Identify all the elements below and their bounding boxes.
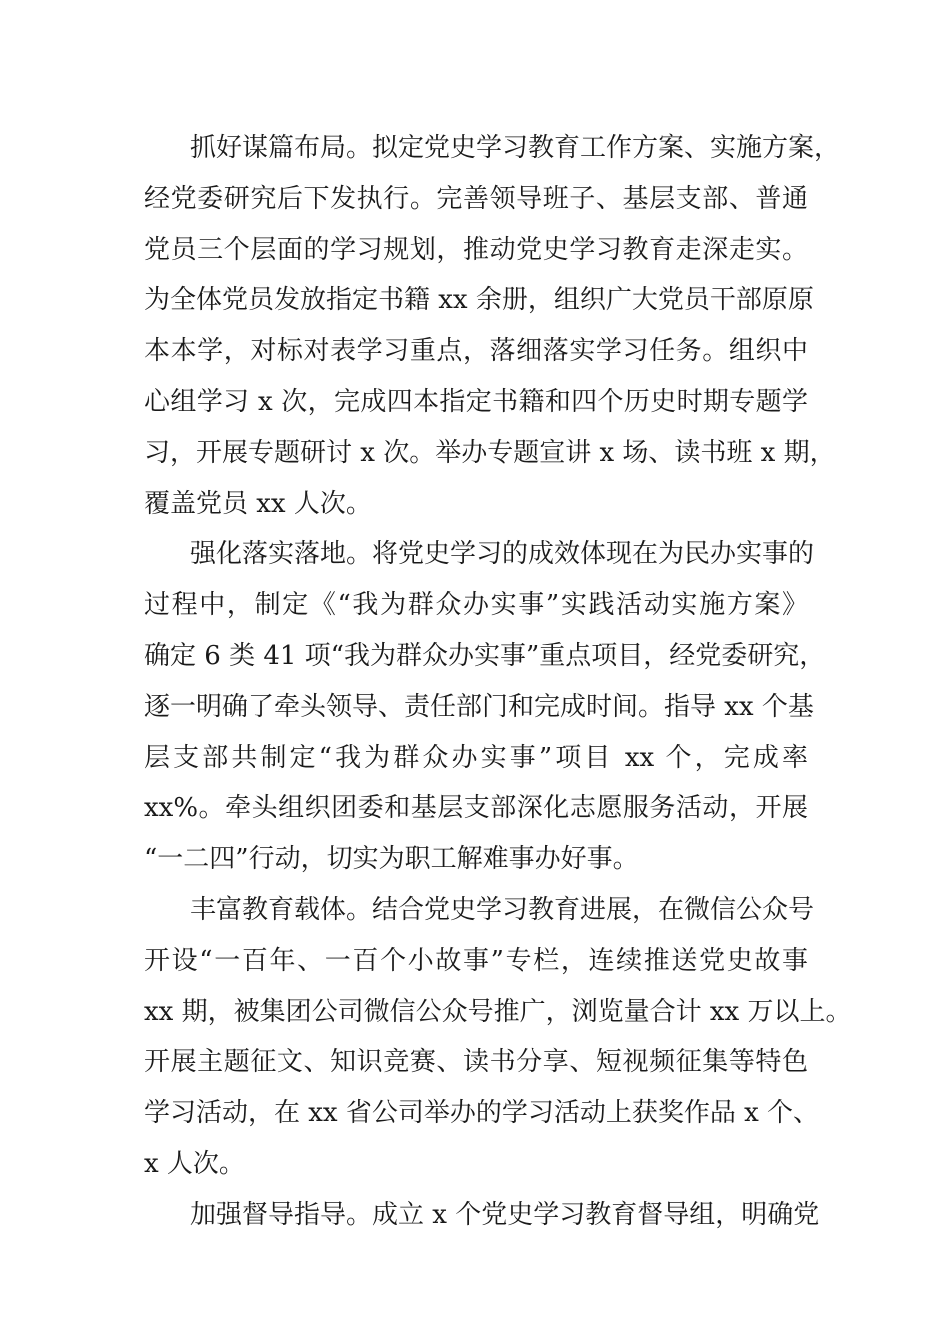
text-line: 确定 6 类 41 项“我为群众办实事”重点项目，经党委研究， <box>144 640 826 671</box>
text-line: 层支部共制定“我为群众办实事”项目 xx 个，完成率 <box>144 742 808 773</box>
paragraph-supervision <box>144 1190 820 1241</box>
text-line: 经党委研究后下发执行。完善领导班子、基层支部、普通 <box>144 183 808 214</box>
text-line: 党员三个层面的学习规划，推动党史学习教育走深走实。 <box>144 234 808 265</box>
paragraph-implementation <box>144 529 826 885</box>
text-line: 心组学习 x 次，完成四本指定书籍和四个历史时期专题学 <box>144 386 808 417</box>
text-line: x 人次。 <box>144 1148 245 1179</box>
text-line: 丰富教育载体。结合党史学习教育进展，在微信公众号 <box>190 894 815 925</box>
text-line: xx%。牵头组织团委和基层支部深化志愿服务活动，开展 <box>144 793 808 824</box>
text-line: “一二四”行动，切实为职工解难事办好事。 <box>144 844 639 875</box>
text-line: 本本学，对标对表学习重点，落细落实学习任务。组织中 <box>144 336 808 367</box>
text-line: 覆盖党员 xx 人次。 <box>144 488 372 519</box>
paragraph-education-carriers <box>144 885 852 1190</box>
text-line: xx 期，被集团公司微信公众号推广，浏览量合计 xx 万以上。 <box>144 996 852 1027</box>
text-line: 过程中，制定《“我为群众办实事”实践活动实施方案》 <box>144 590 808 621</box>
text-line: 强化落实落地。将党史学习的成效体现在为民办实事的 <box>190 539 815 570</box>
text-line: 开设“一百年、一百个小故事”专栏，连续推送党史故事 <box>144 945 808 976</box>
text-line: 加强督导指导。成立 x 个党史学习教育督导组，明确党 <box>190 1199 820 1230</box>
text-line: 逐一明确了牵头领导、责任部门和完成时间。指导 xx 个基 <box>144 691 814 722</box>
text-line: 开展主题征文、知识竞赛、读书分享、短视频征集等特色 <box>144 1047 808 1078</box>
document-body <box>144 123 852 1241</box>
text-line: 学习活动，在 xx 省公司举办的学习活动上获奖作品 x 个、 <box>144 1098 820 1129</box>
text-line: 为全体党员发放指定书籍 xx 余册，组织广大党员干部原原 <box>144 285 814 316</box>
text-line: 抓好谋篇布局。拟定党史学习教育工作方案、实施方案， <box>190 133 841 163</box>
text-line: 习，开展专题研讨 x 次。举办专题宣讲 x 场、读书班 x 期， <box>144 437 836 468</box>
paragraph-study-planning <box>144 123 841 529</box>
